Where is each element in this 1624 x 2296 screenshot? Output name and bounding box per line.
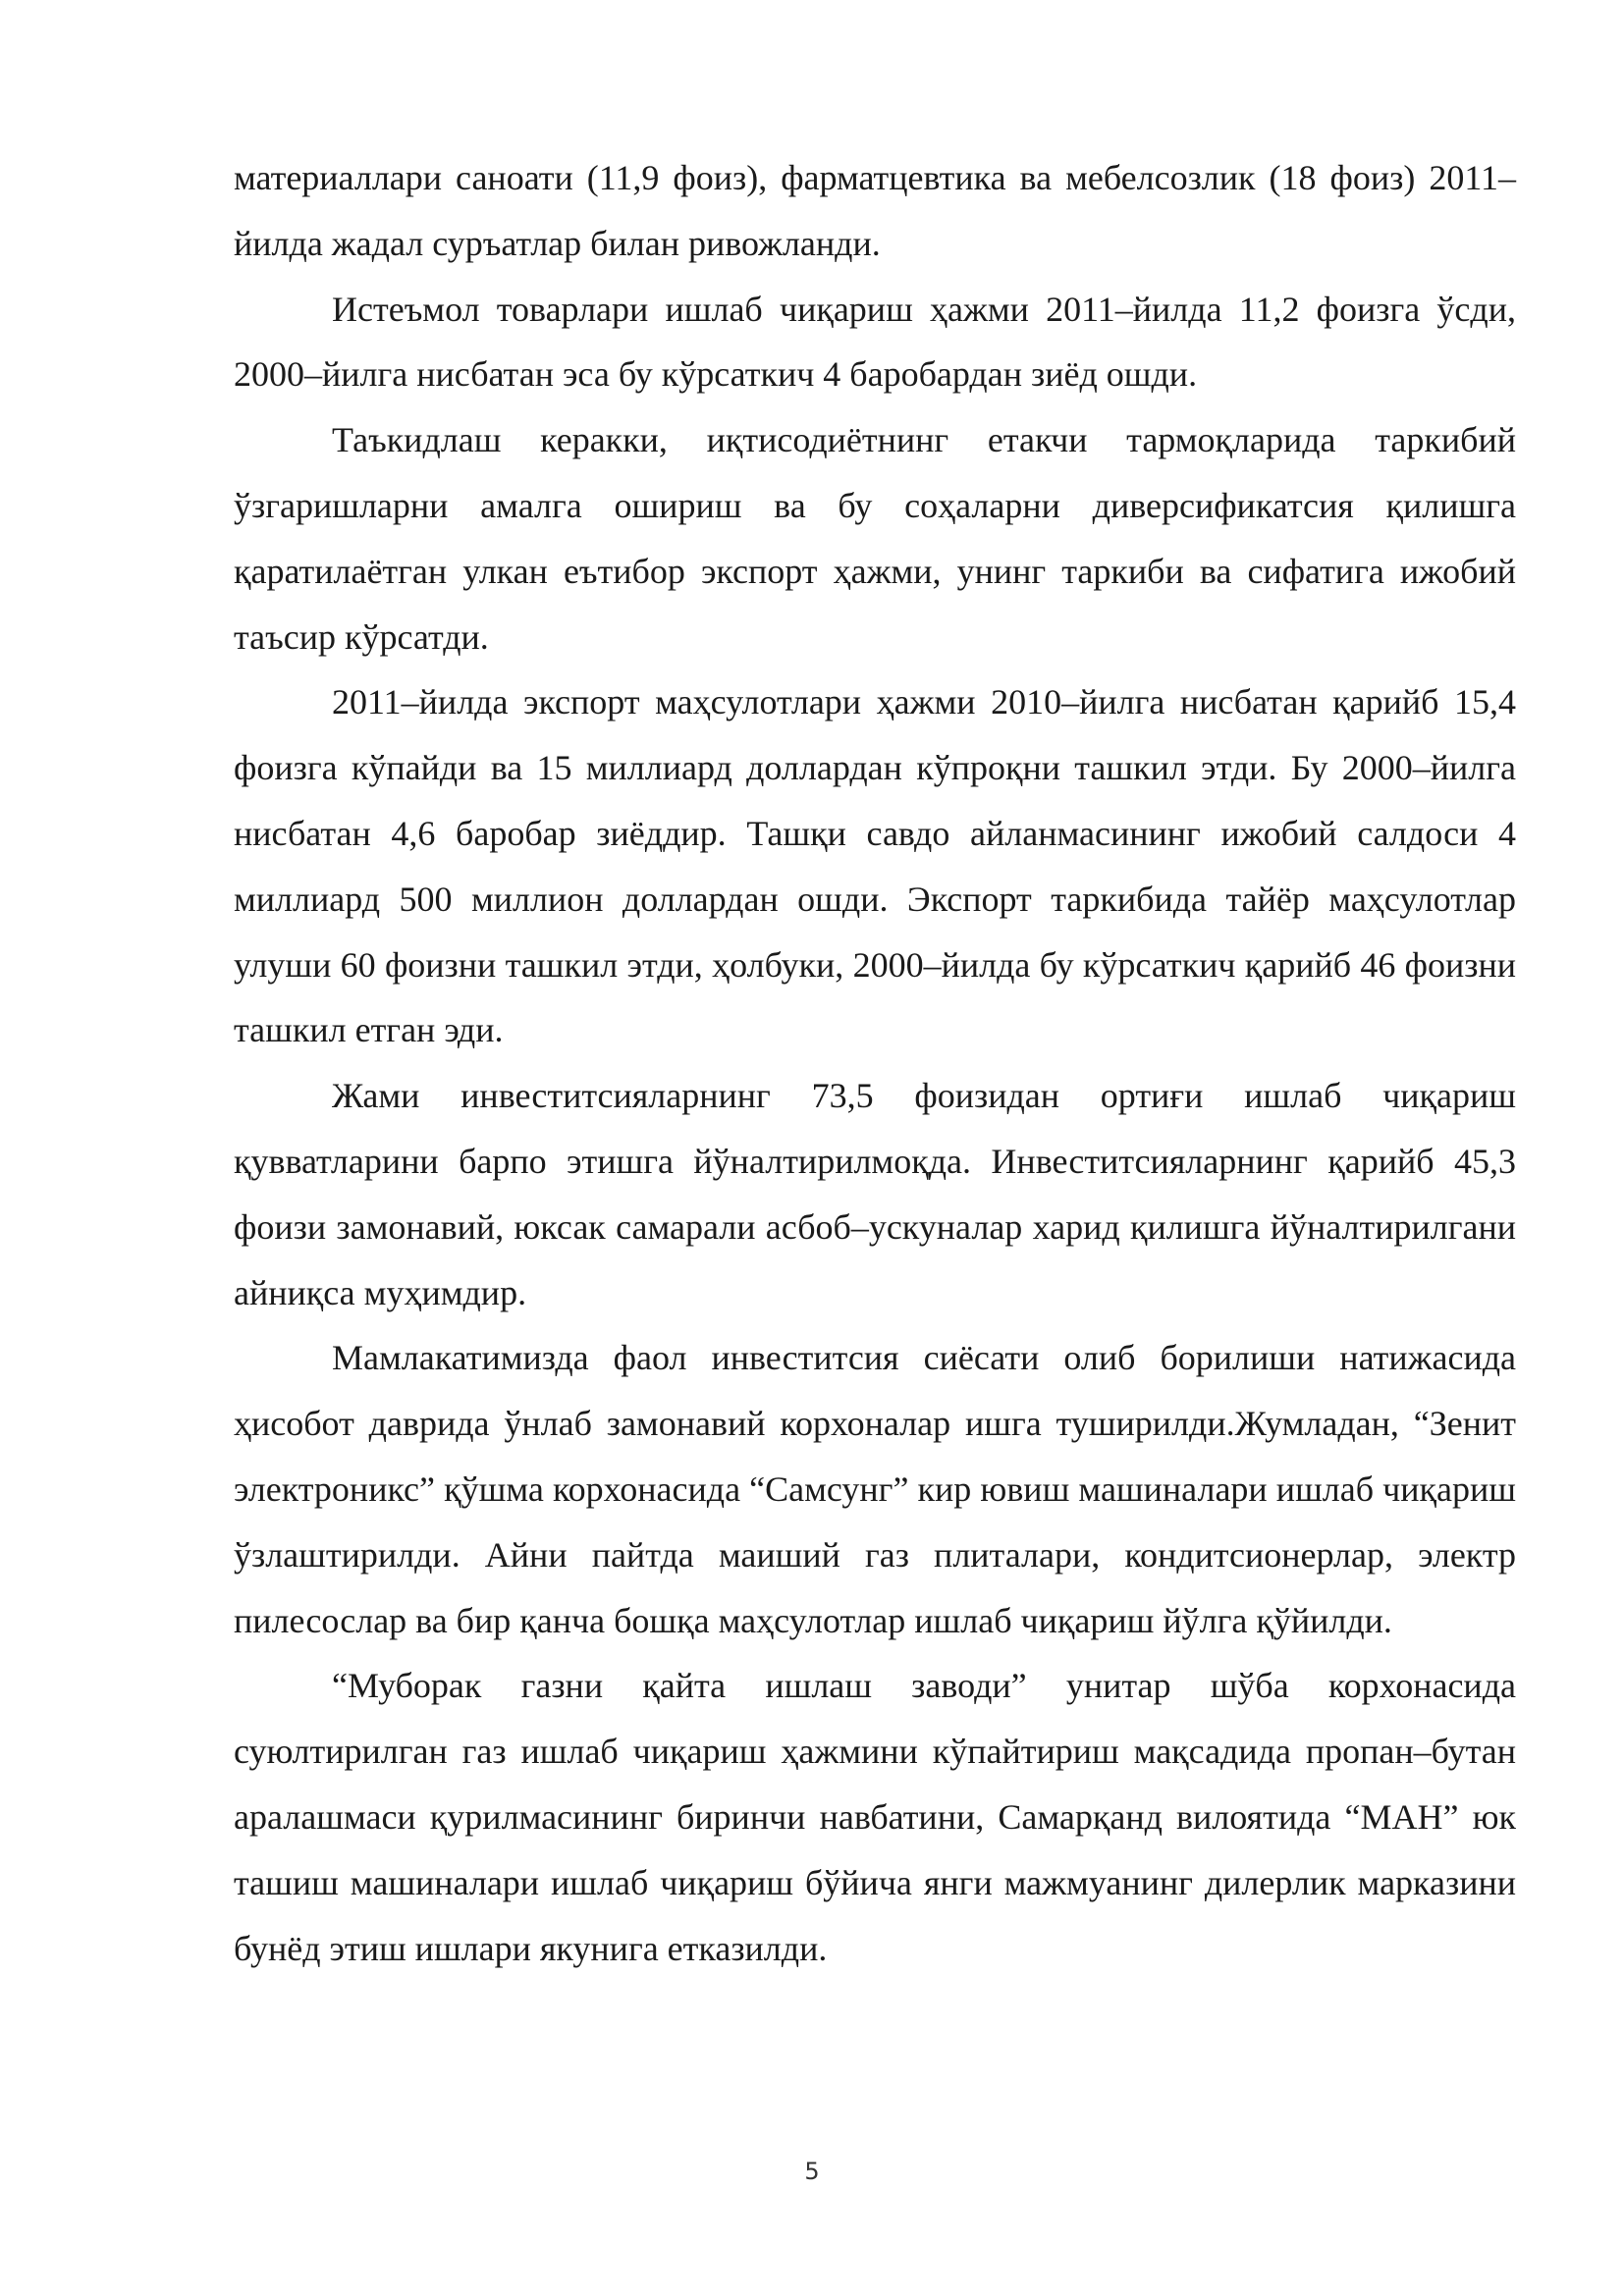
paragraph-gas-processing: “Муборак газни қайта ишлаш заводи” унитар шўба корхонасида суюлтирилган газ ишлаб чиқариш ҳажмини кўпайтириш мақсадида пропан–бутан аралашмаси қурилмасининг биринчи навбатини, Самарқанд вилоятида “МАН” юк ташиш машиналари ишлаб чиқариш бўйича янги мажмуанинг дилерлик марказини бунёд этиш ишлари якунига етказилди.: [234, 1666, 1516, 1968]
paragraph-structural-changes: Таъкидлаш керакки, иқтисодиётнинг етакчи тармоқларида таркибий ўзгаришларни амалга ошириш ва бу соҳаларни диверсификатсия қилишга қаратилаётган улкан еътибор экспорт ҳажми, унинг таркиби ва сифатига ижобий таъсир кўрсатди.: [234, 420, 1516, 657]
paragraph-continuation: материаллари саноати (11,9 фоиз), фарматцевтика ва мебелсозлик (18 фоиз) 2011–йилда жадал суръатлар билан ривожланди.: [234, 158, 1516, 263]
paragraph-consumer-goods: Истеъмол товарлари ишлаб чиқариш ҳажми 2011–йилда 11,2 фоизга ўсди, 2000–йилга нисбатан эса бу кўрсаткич 4 баробардан зиёд ошди.: [234, 289, 1516, 395]
page-number: 5: [804, 2158, 820, 2185]
paragraph-new-enterprises: Мамлакатимизда фаол инвеститсия сиёсати олиб борилиши натижасида ҳисобот даврида ўнлаб замонавий корхоналар ишга туширилди.Жумладан, “Зенит электроникс” қўшма корхонасида “Самсунг” кир ювиш машиналари ишлаб чиқариш ўзлаштирилди. Айни пайтда маиший газ плиталари, кондитсионерлар, электр пилесослар ва бир қанча бошқа маҳсулотлар ишлаб чиқариш йўлга қўйилди.: [234, 1338, 1516, 1640]
paragraph-investments: Жами инвеститсияларнинг 73,5 фоизидан ортиғи ишлаб чиқариш қувватларини барпо этишга йўналтирилмоқда. Инвеститсияларнинг қарийб 45,3 фоизи замонавий, юксак самарали асбоб–ускуналар харид қилишга йўналтирилгани айниқса муҳимдир.: [234, 1076, 1516, 1312]
document-body: [234, 145, 1516, 1981]
paragraph-export-volume: 2011–йилда экспорт маҳсулотлари ҳажми 2010–йилга нисбатан қарийб 15,4 фоизга кўпайди ва 15 миллиард доллардан кўпроқни ташкил этди. Бу 2000–йилга нисбатан 4,6 баробар зиёддир. Ташқи савдо айланмасининг ижобий салдоси 4 миллиард 500 миллион доллардан ошди. Экспорт таркибида тайёр маҳсулотлар улуши 60 фоизни ташкил этди, ҳолбуки, 2000–йилда бу кўрсаткич қарийб 46 фоизни ташкил етган эди.: [234, 682, 1516, 1050]
